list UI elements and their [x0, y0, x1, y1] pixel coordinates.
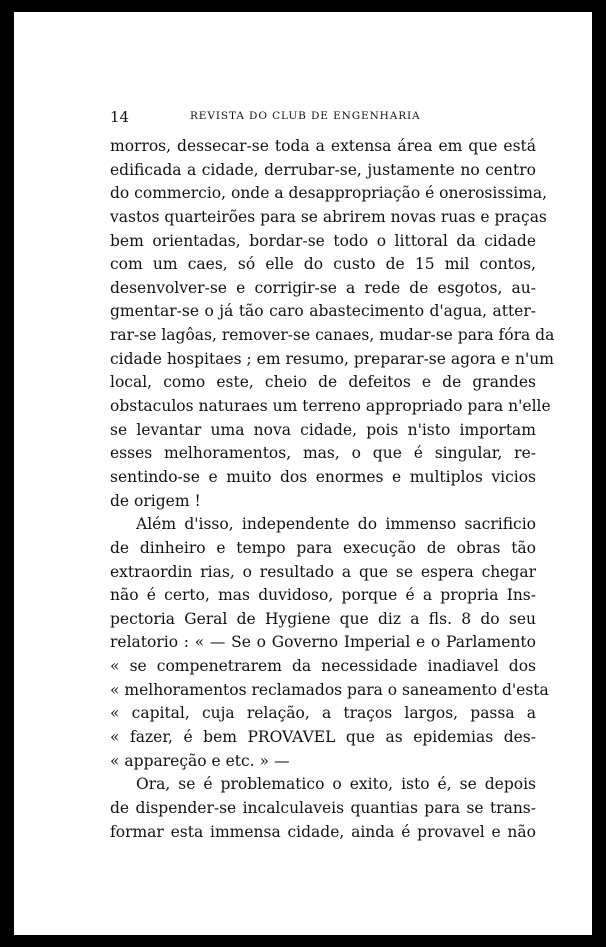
text-line: bem orientadas, bordar-se todo o littoral da cidade: [110, 231, 536, 250]
text-line: gmentar-se o já tão caro abastecimento d'agua, atter-: [110, 302, 536, 321]
text-line: cidade hospitaes ; em resumo, preparar-se agora e n'um: [110, 349, 554, 368]
text-line: pectoria Geral de Hygiene que diz a fls. 8 do seu: [110, 609, 536, 628]
text-line: local, como este, cheio de defeitos e de grandes: [110, 373, 536, 392]
page-number: 14: [110, 108, 130, 126]
text-line: formar esta immensa cidade, ainda é provavel e não: [110, 822, 536, 841]
text-line: Além d'isso, independente do immenso sacrificio: [136, 515, 536, 534]
text-line: de dinheiro e tempo para execução de obras tão: [110, 538, 536, 557]
text-line: vastos quarteirões para se abrirem novas ruas e praças: [110, 207, 547, 226]
text-line: sentindo-se e muito dos enormes e multiplos vicios: [110, 467, 536, 486]
text-line: « se compenetrarem da necessidade inadiavel dos: [110, 657, 536, 676]
text-line: obstaculos naturaes um terreno appropriado para n'elle: [110, 397, 551, 416]
text-line: desenvolver-se e corrigir-se a rede de esgotos, au-: [110, 278, 536, 297]
text-line: do commercio, onde a desappropriação é onerosissima,: [110, 184, 548, 203]
text-line: rar-se lagôas, remover-se canaes, mudar-se para fóra da: [110, 326, 555, 345]
text-line: com um caes, só elle do custo de 15 mil contos,: [110, 255, 536, 274]
text-line: « fazer, é bem PROVAVEL que as epidemias des-: [110, 728, 536, 747]
text-line: de origem !: [110, 491, 201, 510]
text-line: Ora, se é problematico o exito, isto é, se depois: [136, 775, 536, 794]
running-title: REVISTA DO CLUB DE ENGENHARIA: [190, 110, 421, 122]
page-header: [110, 106, 540, 130]
body-text: [110, 135, 555, 844]
text-line: se levantar uma nova cidade, pois n'isto importam: [110, 420, 536, 439]
text-line: « capital, cuja relação, a traços largos, passa a: [110, 704, 536, 723]
text-line: extraordin rias, o resultado a que se espera chegar: [110, 562, 536, 581]
text-line: edificada a cidade, derrubar-se, justamente no centro: [110, 160, 536, 179]
text-line: de dispender-se incalculaveis quantias para se trans-: [110, 798, 536, 817]
text-line: morros, dessecar-se toda a extensa área em que está: [110, 137, 536, 155]
text-line: « appareção e etc. » —: [110, 751, 290, 770]
text-line: relatorio : « — Se o Governo Imperial e o Parlamento: [110, 633, 536, 652]
text-line: não é certo, mas duvidoso, porque é a propria Ins-: [110, 586, 536, 605]
text-line: « melhoramentos reclamados para o saneamento d'esta: [110, 680, 549, 699]
text-line: esses melhoramentos, mas, o que é singular, re-: [110, 444, 536, 463]
